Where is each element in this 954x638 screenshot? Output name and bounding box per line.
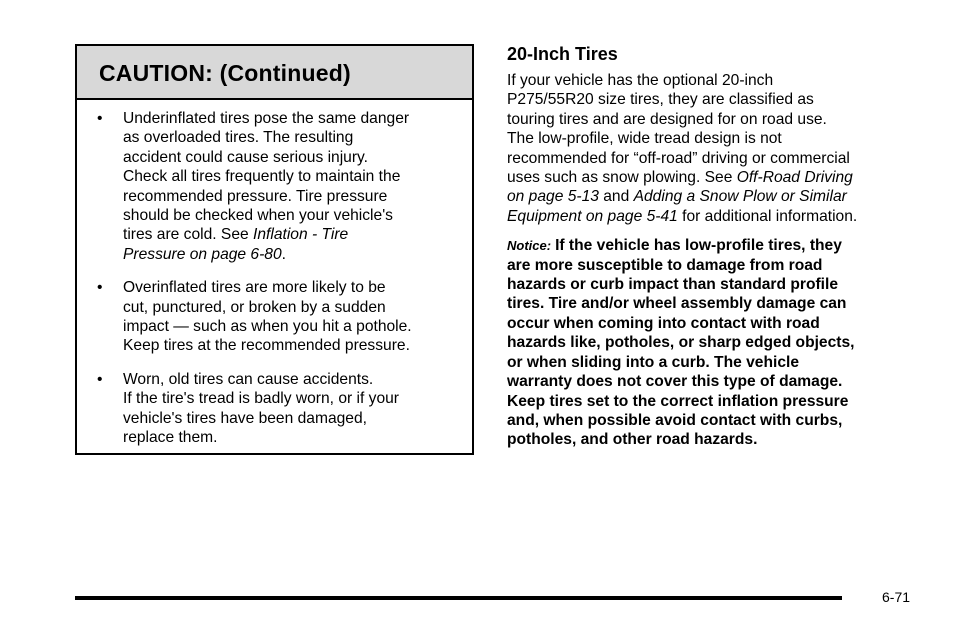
text-line: If the tire's tread is badly worn, or if your	[123, 390, 399, 408]
bullet-icon: •	[97, 279, 103, 297]
right-column	[507, 43, 917, 450]
page-number: 6-71	[882, 589, 911, 605]
text-line: warranty does not cover this type of damage.	[507, 373, 843, 391]
notice-block	[507, 236, 917, 449]
cross-reference-link[interactable]: Pressure on page 6-80	[123, 245, 282, 263]
text-fragment: .	[281, 245, 286, 263]
text-line: P275/55R20 size tires, they are classified as	[507, 91, 814, 109]
text-line: hazards like, potholes, or sharp edged objects,	[507, 334, 855, 352]
text-line: vehicle's tires have been damaged,	[123, 409, 367, 427]
text-fragment: and	[598, 188, 634, 206]
cross-reference-link[interactable]: Inflation - Tire	[253, 226, 349, 244]
text-line	[507, 187, 917, 206]
caution-title: CAUTION: (Continued)	[99, 60, 351, 86]
caution-box	[75, 44, 474, 455]
caution-bullet-worn-tires	[77, 370, 472, 448]
text-line: hazards or curb impact than standard profile	[507, 276, 838, 294]
text-line: replace them.	[123, 429, 218, 447]
text-line: Keep tires at the recommended pressure.	[123, 337, 410, 355]
text-line: The low-profile, wide tread design is not	[507, 130, 782, 148]
cross-reference-link[interactable]: Adding a Snow Plow or Similar	[633, 188, 847, 206]
text-fragment: tires are cold. See	[123, 226, 254, 244]
text-line: tires. Tire and/or wheel assembly damage can	[507, 295, 847, 313]
text-line: cut, punctured, or broken by a sudden	[123, 298, 386, 316]
text-fragment: for additional information.	[677, 207, 858, 225]
bullet-icon: •	[97, 110, 103, 127]
text-line: impact — such as when you hit a pothole.	[123, 318, 412, 336]
caution-bullet-underinflated	[77, 109, 472, 264]
text-line: occur when coming into contact with road	[507, 314, 820, 332]
caution-header	[77, 46, 472, 100]
text-line: If your vehicle has the optional 20-inch	[507, 72, 774, 89]
text-line: Overinflated tires are more likely to be	[123, 279, 386, 297]
text-line: Check all tires frequently to maintain the	[123, 168, 401, 186]
text-fragment: uses such as snow plowing. See	[507, 169, 737, 187]
text-line	[123, 225, 458, 244]
text-fragment: If the vehicle has low-profile tires, they	[555, 237, 842, 255]
text-line: recommended pressure. Tire pressure	[123, 187, 388, 205]
cross-reference-link[interactable]: Equipment on page 5-41	[507, 207, 678, 225]
text-line: and, when possible avoid contact with curbs,	[507, 411, 843, 429]
text-line: Underinflated tires pose the same danger	[123, 110, 410, 127]
footer-rule	[75, 596, 842, 600]
section-paragraph	[507, 71, 917, 226]
text-line: touring tires and are designed for on road use.	[507, 110, 827, 128]
text-line: accident could cause serious injury.	[123, 148, 369, 166]
caution-bullet-overinflated	[77, 278, 472, 356]
section-heading: 20-Inch Tires	[507, 44, 618, 64]
text-line: or when sliding into a curb. The vehicle	[507, 353, 799, 371]
text-line	[507, 236, 917, 255]
text-line: Keep tires set to the correct inflation pressure	[507, 392, 849, 410]
text-line: as overloaded tires. The resulting	[123, 129, 354, 147]
text-line: potholes, and other road hazards.	[507, 431, 758, 449]
text-line: recommended for “off-road” driving or commercial	[507, 149, 850, 167]
notice-label: Notice:	[507, 238, 552, 254]
caution-bullet-list	[77, 109, 472, 462]
text-line: Worn, old tires can cause accidents.	[123, 370, 374, 388]
text-line: are more susceptible to damage from road	[507, 256, 823, 274]
text-line	[507, 207, 917, 226]
text-line	[507, 168, 917, 187]
cross-reference-link[interactable]: Off-Road Driving	[736, 169, 853, 187]
text-line: should be checked when your vehicle's	[123, 207, 393, 225]
cross-reference-link[interactable]: on page 5-13	[507, 188, 599, 206]
text-line	[123, 245, 458, 264]
bullet-icon: •	[97, 370, 103, 388]
